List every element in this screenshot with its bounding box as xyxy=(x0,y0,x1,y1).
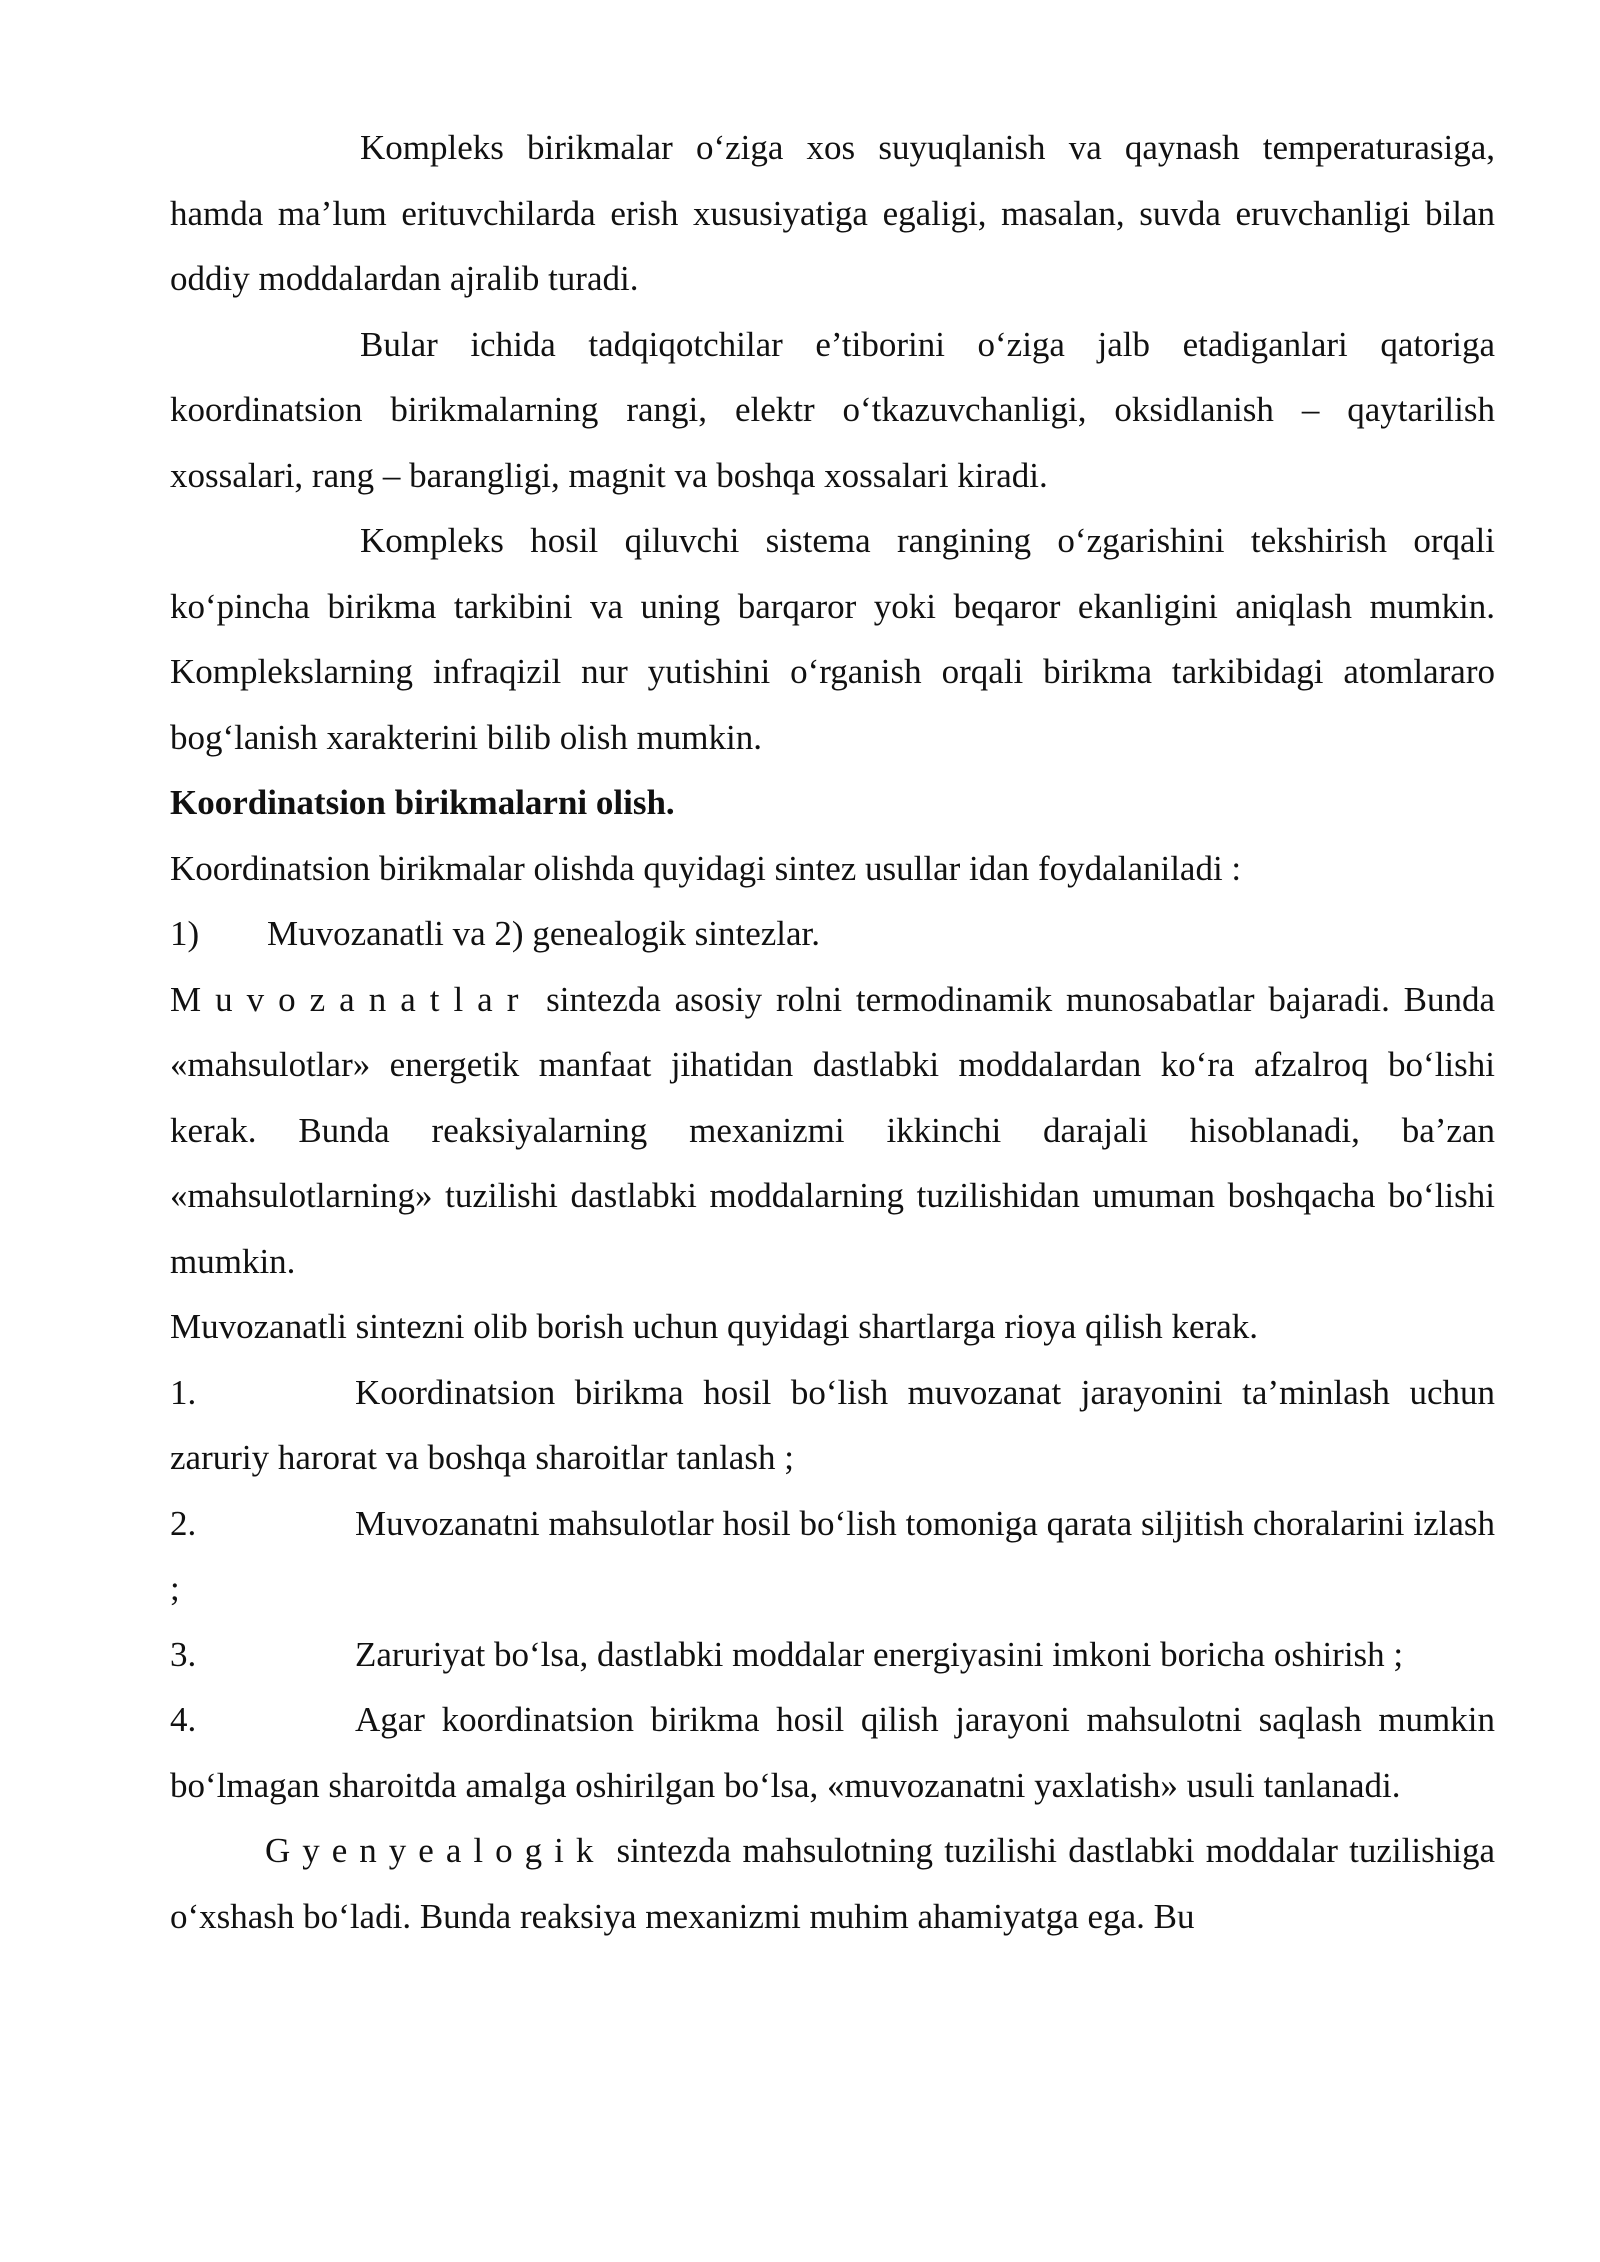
condition-text: Agar koordinatsion birikma hosil qilish jarayoni mahsulotni saqlash mumkin bo‘lmagan sharoitda amalga oshirilgan bo‘lsa, «muvozanatni yaxlatish» usuli tanlanadi. xyxy=(170,1700,1495,1805)
paragraph-properties: Kompleks birikmalar o‘ziga xos suyuqlanish va qaynash temperaturasiga, hamda ma’lum erituvchilarda erish xususiyatiga egaligi, masalan, suvda eruvchanligi bilan oddiy moddalardan ajralib turadi. xyxy=(170,128,1495,298)
condition-text: Muvozanatni mahsulotlar hosil bo‘lish tomoniga qarata siljitish choralarini izlash ; xyxy=(170,1503,1495,1608)
list-item-methods xyxy=(170,901,1495,967)
paragraph-synthesis-methods: Koordinatsion birikmalar olishda quyidagi sintez usullar idan foydalaniladi : xyxy=(170,848,1242,888)
paragraph-text: sintezda mahsulotning tuzilishi dastlabki moddalar tuzilishiga o‘xshash bo‘ladi. Bunda reaksiya mexanizmi muhim ahamiyatga ega. Bu xyxy=(170,1831,1495,1936)
condition-item xyxy=(170,1622,1495,1688)
list-number: 1) xyxy=(170,914,200,953)
condition-text: Koordinatsion birikma hosil bo‘lish muvozanat jarayonini ta’minlash uchun zaruriy harorat va boshqa sharoitlar tanlash ; xyxy=(170,1372,1495,1477)
condition-number: 2. xyxy=(170,1503,197,1543)
paragraph-genealogical xyxy=(170,1818,1495,1949)
list-text: Muvozanatli va 2) genealogik sintezlar. xyxy=(267,914,821,953)
condition-number: 1. xyxy=(170,1372,197,1412)
condition-item xyxy=(170,1360,1495,1491)
paragraph-researchers: Bular ichida tadqiqotchilar e’tiborini o‘ziga jalb etadiganlari qatoriga koordinatsion birikmalarning rangi, elektr o‘tkazuvchanligi, oksidlanish – qaytarilish xossalari, rang – barangligi, magnit va boshqa xossalari kiradi. xyxy=(170,324,1495,495)
condition-number: 3. xyxy=(170,1634,197,1674)
spaced-term: Gyenyealogik xyxy=(265,1831,606,1870)
document-page xyxy=(170,115,1495,1949)
condition-text: Zaruriyat bo‘lsa, dastlabki moddalar energiyasini imkoni boricha oshirish ; xyxy=(355,1634,1404,1674)
section-heading: Koordinatsion birikmalarni olish. xyxy=(170,783,675,822)
paragraph-equilibrium xyxy=(170,967,1495,1295)
condition-number: 4. xyxy=(170,1700,197,1739)
paragraph-text: sintezda asosiy rolni termodinamik munosabatlar bajaradi. Bunda «mahsulotlar» energetik manfaat jihatidan dastlabki moddalardan ko‘ra afzalroq bo‘lishi kerak. Bunda reaksiyalarning mexanizmi ikkinchi darajali hisoblanadi, ba’zan «mahsulotlarning» tuzilishi dastlabki moddalarning tuzilishidan umuman boshqacha bo‘lishi mumkin. xyxy=(170,979,1495,1281)
paragraph-color-change: Kompleks hosil qiluvchi sistema rangining o‘zgarishini tekshirish orqali ko‘pincha birikma tarkibini va uning barqaror yoki beqaror ekanligini aniqlash mumkin. Komplekslarning infraqizil nur yutishini o‘rganish orqali birikma tarkibidagi atomlararo bog‘lanish xarakterini bilib olish mumkin. xyxy=(170,521,1495,757)
paragraph-conditions-intro: Muvozanatli sintezni olib borish uchun quyidagi shartlarga rioya qilish kerak. xyxy=(170,1307,1259,1346)
condition-item xyxy=(170,1491,1495,1622)
spaced-term: Muvozanatlar xyxy=(170,979,533,1019)
condition-item xyxy=(170,1687,1495,1818)
